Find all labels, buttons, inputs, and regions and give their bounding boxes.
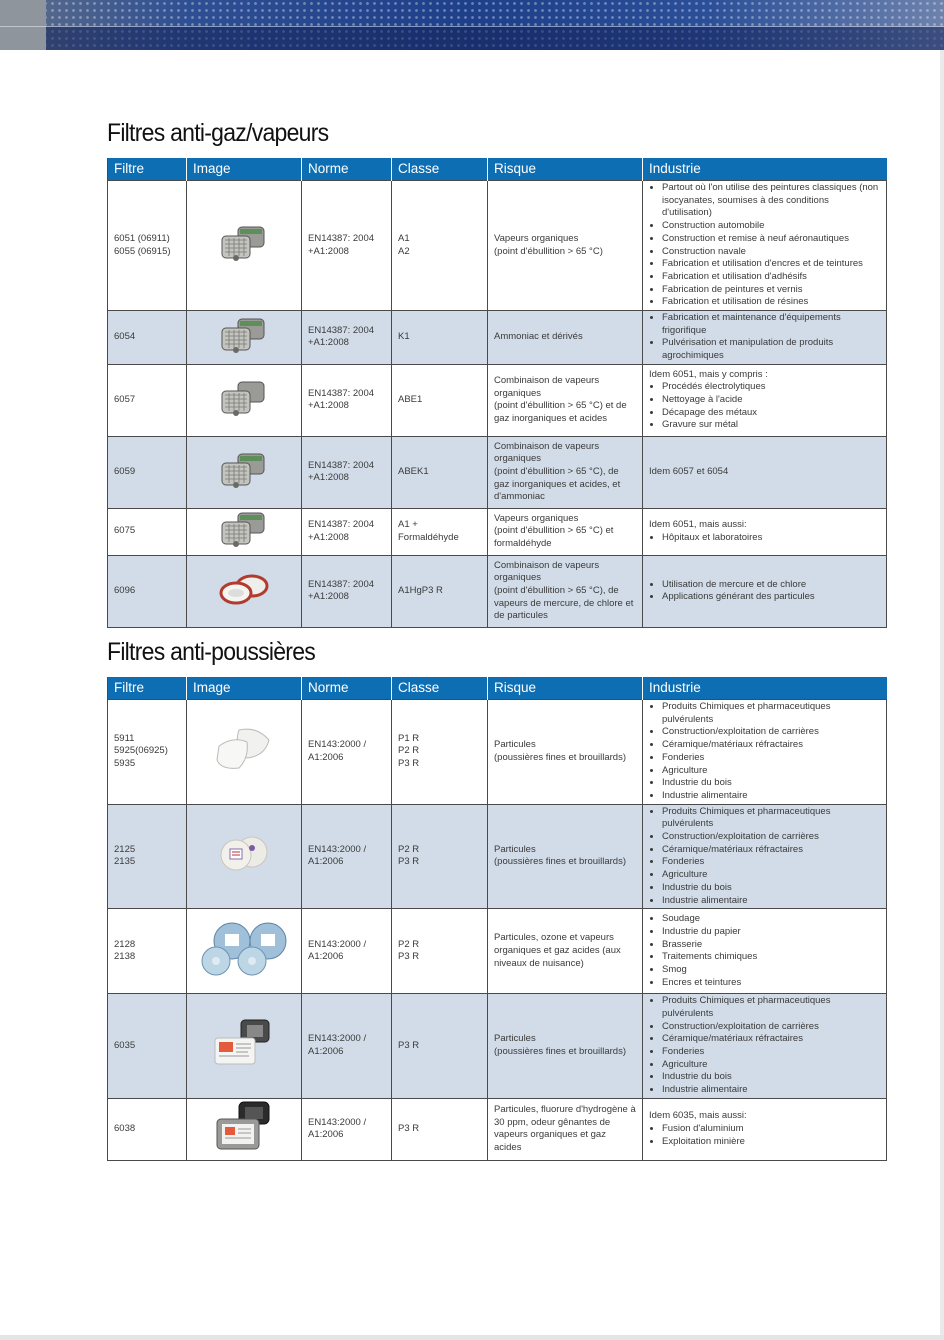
industrie-list-item: • Fonderies bbox=[662, 1046, 880, 1059]
industrie-list-item: • Fabrication et utilisation d'encres et de teintures bbox=[662, 258, 880, 271]
header-banner bbox=[0, 0, 944, 50]
industrie-intro: Idem 6035, mais aussi: bbox=[649, 1110, 747, 1122]
filter-code-cell: 6038 bbox=[108, 1098, 187, 1160]
filter-image-cell bbox=[187, 311, 302, 365]
table-row bbox=[108, 555, 887, 627]
industrie-cell bbox=[643, 1098, 887, 1160]
table-row bbox=[108, 994, 887, 1099]
col-header-classe: Classe bbox=[392, 158, 488, 181]
industrie-list bbox=[649, 913, 880, 989]
industrie-list-item: • Fabrication et utilisation de résines bbox=[662, 296, 880, 309]
norme-cell: EN14387: 2004 +A1:2008 bbox=[302, 311, 392, 365]
filter-cartridge-image bbox=[216, 482, 272, 493]
classe-cell: ABEK1 bbox=[392, 436, 488, 508]
risque-cell: Particules, ozone et vapeurs organiques et gaz acides (aux niveaux de nuisance) bbox=[488, 909, 643, 994]
industrie-list bbox=[649, 1123, 880, 1148]
risque-cell: Vapeurs organiques (point d'ébullition > 65 °C) bbox=[488, 181, 643, 311]
industrie-list-item: • Céramique/matériaux réfractaires bbox=[662, 844, 880, 857]
risque-cell: Combinaison de vapeurs organiques (point d'ébullition > 65 °C) et de gaz inorganiques et acides bbox=[488, 364, 643, 436]
norme-cell: EN14387: 2004 +A1:2008 bbox=[302, 508, 392, 555]
table-row bbox=[108, 1098, 887, 1160]
table-row bbox=[108, 181, 887, 311]
filter-code-cell: 2128 2138 bbox=[108, 909, 187, 994]
industrie-list bbox=[649, 701, 880, 803]
col-header-filtre: Filtre bbox=[108, 158, 187, 181]
industrie-list-item: • Décapage des métaux bbox=[662, 407, 880, 420]
filter-code-cell: 6057 bbox=[108, 364, 187, 436]
industrie-list-item: • Fonderies bbox=[662, 752, 880, 765]
col-header-image: Image bbox=[187, 677, 302, 700]
industrie-list-item: • Fabrication et maintenance d'équipements frigorifique bbox=[662, 312, 880, 337]
industrie-list bbox=[649, 182, 880, 309]
filter-code-cell: 6054 bbox=[108, 311, 187, 365]
industrie-cell bbox=[643, 436, 887, 508]
industrie-list-item: • Construction et remise à neuf aéronautiques bbox=[662, 233, 880, 246]
industrie-list-item: • Soudage bbox=[662, 913, 880, 926]
norme-cell: EN14387: 2004 +A1:2008 bbox=[302, 555, 392, 627]
industrie-list-item: • Gravure sur métal bbox=[662, 419, 880, 432]
section-title-dust: Filtres anti-poussières bbox=[107, 638, 316, 666]
industrie-list-item: • Traitements chimiques bbox=[662, 951, 880, 964]
industrie-list-item: • Pulvérisation et manipulation de produits agrochimiques bbox=[662, 337, 880, 362]
filter-cartridge-image bbox=[216, 868, 272, 879]
industrie-list-item: • Partout où l'on utilise des peintures classiques (non isocyanates, soumises à des conditions d'utilisation) bbox=[662, 182, 880, 220]
filter-cartridge-image bbox=[216, 541, 272, 552]
classe-cell: ABE1 bbox=[392, 364, 488, 436]
risque-cell: Particules, fluorure d'hydrogène à 30 ppm, odeur gênantes de vapeurs organiques et gaz acides bbox=[488, 1098, 643, 1160]
filter-cartridge-image bbox=[216, 410, 272, 421]
industrie-list-item: • Construction/exploitation de carrières bbox=[662, 1021, 880, 1034]
industrie-list bbox=[649, 532, 880, 545]
industrie-list-item: • Hôpitaux et laboratoires bbox=[662, 532, 880, 545]
table-row bbox=[108, 909, 887, 994]
table-row bbox=[108, 364, 887, 436]
filter-image-cell bbox=[187, 555, 302, 627]
filter-cartridge-image bbox=[216, 347, 272, 358]
norme-cell: EN14387: 2004 +A1:2008 bbox=[302, 181, 392, 311]
risque-cell: Ammoniac et dérivés bbox=[488, 311, 643, 365]
classe-cell: P3 R bbox=[392, 1098, 488, 1160]
norme-cell: EN14387: 2004 +A1:2008 bbox=[302, 436, 392, 508]
industrie-list-item: • Construction navale bbox=[662, 246, 880, 259]
filter-image-cell bbox=[187, 1098, 302, 1160]
filter-cartridge-image bbox=[209, 1147, 279, 1158]
norme-cell: EN143:2000 / A1:2006 bbox=[302, 909, 392, 994]
table-row bbox=[108, 804, 887, 909]
classe-cell: P1 R P2 R P3 R bbox=[392, 700, 488, 805]
filter-code-cell: 5911 5925(06925) 5935 bbox=[108, 700, 187, 805]
table-header-row bbox=[108, 677, 887, 700]
industrie-list-item: • Brasserie bbox=[662, 939, 880, 952]
col-header-classe: Classe bbox=[392, 677, 488, 700]
industrie-list-item: • Céramique/matériaux réfractaires bbox=[662, 739, 880, 752]
table-row bbox=[108, 508, 887, 555]
industrie-list-item: • Smog bbox=[662, 964, 880, 977]
industrie-list-item: • Utilisation de mercure et de chlore bbox=[662, 579, 880, 592]
col-header-norme: Norme bbox=[302, 677, 392, 700]
industrie-list-item: • Construction/exploitation de carrières bbox=[662, 831, 880, 844]
dust-filters-table bbox=[107, 677, 887, 1161]
industrie-list-item: • Fabrication de peintures et vernis bbox=[662, 284, 880, 297]
industrie-list-item: • Industrie alimentaire bbox=[662, 790, 880, 803]
industrie-list bbox=[649, 312, 880, 363]
table-header-row bbox=[108, 158, 887, 181]
filter-code-cell: 6051 (06911) 6055 (06915) bbox=[108, 181, 187, 311]
classe-cell: P2 R P3 R bbox=[392, 909, 488, 994]
industrie-list-item: • Exploitation minière bbox=[662, 1136, 880, 1149]
industrie-list-item: • Produits Chimiques et pharmaceutiques pulvérulents bbox=[662, 995, 880, 1020]
risque-cell: Combinaison de vapeurs organiques (point d'ébullition > 65 °C), de gaz inorganiques et acides, et d'ammoniac bbox=[488, 436, 643, 508]
industrie-cell bbox=[643, 804, 887, 909]
section-title-gas: Filtres anti-gaz/vapeurs bbox=[107, 119, 329, 147]
filter-code-cell: 6096 bbox=[108, 555, 187, 627]
industrie-list-item: • Industrie du papier bbox=[662, 926, 880, 939]
risque-cell: Particules (poussières fines et brouillards) bbox=[488, 994, 643, 1099]
col-header-filtre: Filtre bbox=[108, 677, 187, 700]
table-row bbox=[108, 311, 887, 365]
industrie-list-item: • Industrie alimentaire bbox=[662, 1084, 880, 1097]
industrie-cell bbox=[643, 364, 887, 436]
col-header-industrie: Industrie bbox=[643, 677, 887, 700]
filter-image-cell bbox=[187, 508, 302, 555]
page-footer-line bbox=[0, 1335, 944, 1340]
norme-cell: EN143:2000 / A1:2006 bbox=[302, 804, 392, 909]
industrie-list-item: • Nettoyage à l'acide bbox=[662, 394, 880, 407]
industrie-list-item: • Encres et teintures bbox=[662, 977, 880, 990]
norme-cell: EN143:2000 / A1:2006 bbox=[302, 1098, 392, 1160]
industrie-list-item: • Fusion d'aluminium bbox=[662, 1123, 880, 1136]
industrie-list bbox=[649, 806, 880, 908]
filter-cartridge-image bbox=[216, 255, 272, 266]
gas-filters-table bbox=[107, 158, 887, 628]
industrie-list-item: • Industrie du bois bbox=[662, 882, 880, 895]
risque-cell: Particules (poussières fines et brouillards) bbox=[488, 804, 643, 909]
filter-code-cell: 2125 2135 bbox=[108, 804, 187, 909]
industrie-list-item: • Industrie du bois bbox=[662, 1071, 880, 1084]
classe-cell: P2 R P3 R bbox=[392, 804, 488, 909]
filter-code-cell: 6035 bbox=[108, 994, 187, 1099]
filter-code-cell: 6075 bbox=[108, 508, 187, 555]
industrie-list-item: • Industrie alimentaire bbox=[662, 895, 880, 908]
norme-cell: EN143:2000 / A1:2006 bbox=[302, 700, 392, 805]
filter-cartridge-image bbox=[196, 971, 292, 982]
filter-image-cell bbox=[187, 364, 302, 436]
industrie-cell bbox=[643, 311, 887, 365]
col-header-norme: Norme bbox=[302, 158, 392, 181]
filter-image-cell bbox=[187, 994, 302, 1099]
industrie-cell bbox=[643, 555, 887, 627]
industrie-list-item: • Applications générant des particules bbox=[662, 591, 880, 604]
industrie-cell bbox=[643, 700, 887, 805]
col-header-industrie: Industrie bbox=[643, 158, 887, 181]
classe-cell: P3 R bbox=[392, 994, 488, 1099]
industrie-cell bbox=[643, 909, 887, 994]
industrie-intro: Idem 6057 et 6054 bbox=[649, 465, 729, 477]
risque-cell: Particules (poussières fines et brouillards) bbox=[488, 700, 643, 805]
industrie-list bbox=[649, 381, 880, 432]
filter-image-cell bbox=[187, 436, 302, 508]
filter-image-cell bbox=[187, 700, 302, 805]
norme-cell: EN14387: 2004 +A1:2008 bbox=[302, 364, 392, 436]
classe-cell: A1 + Formaldéhyde bbox=[392, 508, 488, 555]
filter-image-cell bbox=[187, 909, 302, 994]
col-header-risque: Risque bbox=[488, 677, 643, 700]
col-header-image: Image bbox=[187, 158, 302, 181]
industrie-list-item: • Céramique/matériaux réfractaires bbox=[662, 1033, 880, 1046]
industrie-list-item: • Fabrication et utilisation d'adhésifs bbox=[662, 271, 880, 284]
col-header-risque: Risque bbox=[488, 158, 643, 181]
industrie-list-item: • Agriculture bbox=[662, 1059, 880, 1072]
industrie-intro: Idem 6051, mais aussi: bbox=[649, 519, 747, 531]
classe-cell: A1 A2 bbox=[392, 181, 488, 311]
risque-cell: Vapeurs organiques (point d'ébullition > 65 °C) et formaldéhyde bbox=[488, 508, 643, 555]
filter-cartridge-image bbox=[211, 766, 277, 777]
industrie-list-item: • Agriculture bbox=[662, 869, 880, 882]
norme-cell: EN143:2000 / A1:2006 bbox=[302, 994, 392, 1099]
risque-cell: Combinaison de vapeurs organiques (point d'ébullition > 65 °C), de vapeurs de mercure, de chlore et de particules bbox=[488, 555, 643, 627]
industrie-list-item: • Construction automobile bbox=[662, 220, 880, 233]
table-row bbox=[108, 700, 887, 805]
table-row bbox=[108, 436, 887, 508]
filter-cartridge-image bbox=[209, 1064, 279, 1075]
page-edge bbox=[940, 50, 944, 1340]
classe-cell: A1HgP3 R bbox=[392, 555, 488, 627]
industrie-list-item: • Agriculture bbox=[662, 765, 880, 778]
industrie-list bbox=[649, 579, 880, 604]
classe-cell: K1 bbox=[392, 311, 488, 365]
filter-image-cell bbox=[187, 804, 302, 909]
industrie-list bbox=[649, 995, 880, 1097]
industrie-cell bbox=[643, 181, 887, 311]
industrie-list-item: • Procédés électrolytiques bbox=[662, 381, 880, 394]
filter-image-cell bbox=[187, 181, 302, 311]
industrie-list-item: • Construction/exploitation de carrières bbox=[662, 726, 880, 739]
filter-cartridge-image bbox=[216, 601, 272, 612]
industrie-list-item: • Fonderies bbox=[662, 856, 880, 869]
filter-code-cell: 6059 bbox=[108, 436, 187, 508]
industrie-cell bbox=[643, 508, 887, 555]
industrie-cell bbox=[643, 994, 887, 1099]
industrie-list-item: • Produits Chimiques et pharmaceutiques pulvérulents bbox=[662, 701, 880, 726]
industrie-intro: Idem 6051, mais y compris : bbox=[649, 368, 768, 380]
industrie-list-item: • Industrie du bois bbox=[662, 777, 880, 790]
industrie-list-item: • Produits Chimiques et pharmaceutiques pulvérulents bbox=[662, 806, 880, 831]
